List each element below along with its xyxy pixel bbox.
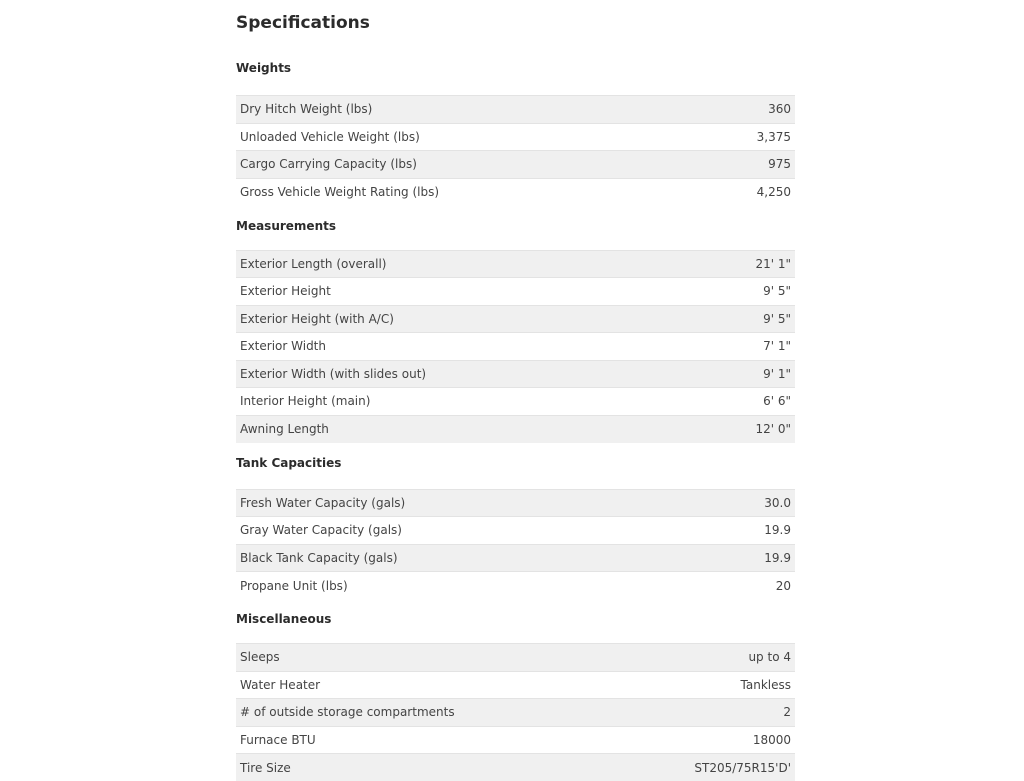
section-title-measurements: Measurements: [236, 206, 795, 250]
table-row: [236, 517, 795, 545]
spec-label: Cargo Carrying Capacity (lbs): [236, 151, 700, 179]
section-title-miscellaneous: Miscellaneous: [236, 599, 795, 643]
section-miscellaneous: [236, 599, 795, 781]
spec-value: 20: [702, 572, 795, 600]
table-row: [236, 754, 795, 781]
spec-value: Tankless: [616, 671, 795, 699]
spec-label: # of outside storage compartments: [236, 699, 616, 727]
spec-label: Sleeps: [236, 644, 616, 672]
section-title-tank-capacities: Tank Capacities: [236, 443, 795, 489]
table-row: [236, 572, 795, 600]
spec-value: 9' 5": [693, 305, 795, 333]
spec-label: Black Tank Capacity (gals): [236, 544, 702, 572]
spec-value: 12' 0": [693, 415, 795, 443]
table-row: [236, 726, 795, 754]
spec-label: Dry Hitch Weight (lbs): [236, 96, 700, 124]
spec-label: Exterior Height: [236, 278, 693, 306]
spec-label: Furnace BTU: [236, 726, 616, 754]
table-row: [236, 699, 795, 727]
spec-value: 2: [616, 699, 795, 727]
spec-value: 19.9: [702, 544, 795, 572]
table-row: [236, 644, 795, 672]
spec-value: 21' 1": [693, 250, 795, 278]
spec-label: Exterior Length (overall): [236, 250, 693, 278]
table-row: [236, 415, 795, 443]
spec-value: 6' 6": [693, 388, 795, 416]
table-row: [236, 178, 795, 206]
table-row: [236, 360, 795, 388]
spec-label: Interior Height (main): [236, 388, 693, 416]
spec-label: Gray Water Capacity (gals): [236, 517, 702, 545]
page-title: Specifications: [236, 0, 795, 46]
table-row: [236, 151, 795, 179]
spec-label: Unloaded Vehicle Weight (lbs): [236, 123, 700, 151]
section-weights: [236, 46, 795, 206]
weights-table: [236, 95, 795, 206]
table-row: [236, 489, 795, 517]
spec-value: 19.9: [702, 517, 795, 545]
section-measurements: [236, 206, 795, 443]
specifications-panel: [236, 0, 795, 781]
spec-value: 7' 1": [693, 333, 795, 361]
spec-label: Propane Unit (lbs): [236, 572, 702, 600]
measurements-table: [236, 250, 795, 443]
table-row: [236, 544, 795, 572]
table-row: [236, 96, 795, 124]
table-row: [236, 123, 795, 151]
table-row: [236, 278, 795, 306]
table-row: [236, 305, 795, 333]
spec-value: 9' 5": [693, 278, 795, 306]
spec-value: 18000: [616, 726, 795, 754]
spec-value: 9' 1": [693, 360, 795, 388]
section-tank-capacities: [236, 443, 795, 600]
spec-value: 3,375: [700, 123, 795, 151]
table-row: [236, 333, 795, 361]
spec-label: Gross Vehicle Weight Rating (lbs): [236, 178, 700, 206]
spec-value: up to 4: [616, 644, 795, 672]
tank-capacities-table: [236, 489, 795, 600]
spec-value: ST205/75R15'D': [616, 754, 795, 781]
table-row: [236, 388, 795, 416]
table-row: [236, 250, 795, 278]
spec-value: 30.0: [702, 489, 795, 517]
spec-value: 975: [700, 151, 795, 179]
spec-label: Exterior Height (with A/C): [236, 305, 693, 333]
table-row: [236, 671, 795, 699]
spec-label: Awning Length: [236, 415, 693, 443]
spec-label: Water Heater: [236, 671, 616, 699]
spec-label: Exterior Width: [236, 333, 693, 361]
spec-label: Exterior Width (with slides out): [236, 360, 693, 388]
section-title-weights: Weights: [236, 46, 795, 95]
spec-label: Fresh Water Capacity (gals): [236, 489, 702, 517]
spec-value: 360: [700, 96, 795, 124]
spec-value: 4,250: [700, 178, 795, 206]
miscellaneous-table: [236, 643, 795, 781]
spec-label: Tire Size: [236, 754, 616, 781]
